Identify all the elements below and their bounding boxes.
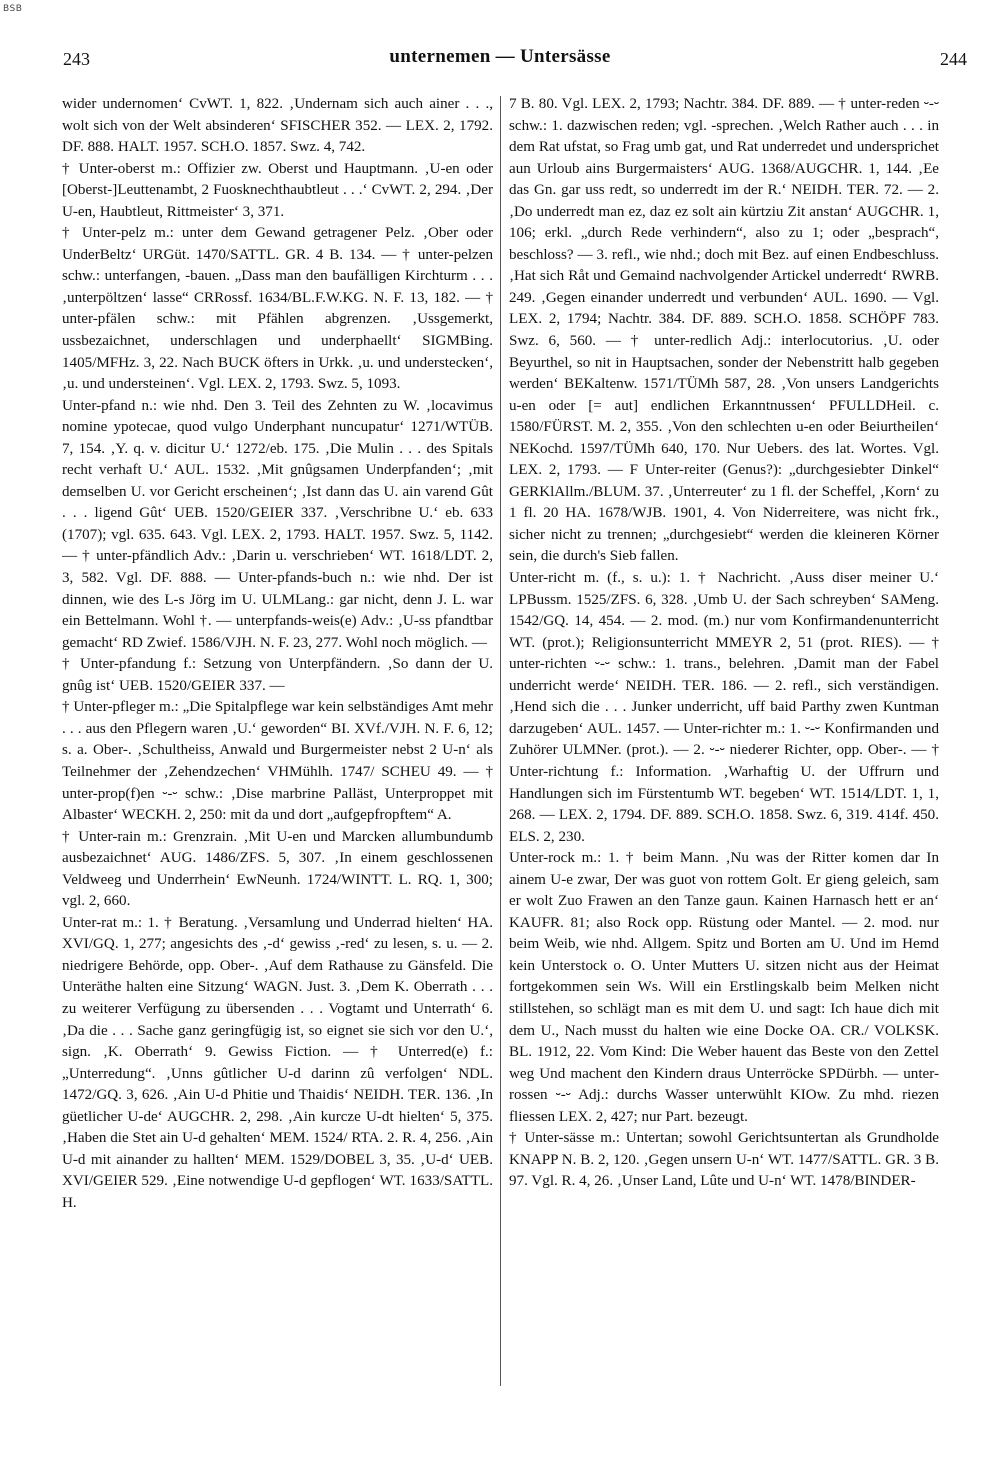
running-header: unternemen — Untersässe: [389, 46, 611, 67]
entry-paragraph: 7 B. 80. Vgl. LEX. 2, 1793; Nachtr. 384. DF. 889. — † unter-reden ⏑-⏑ schw.: 1. dazwischen reden; vgl. -sprechen. ‚Welch Rather auch . . . in dem Rat ufstat, so Frag umb gat, und Rat underredet und undersprichet aun Urloub ains Burgermaisters‘ AUG. 1368/AUGCHR. 1, 144. ‚Ee das Gn. gar uss redt, so underredt im der R.‘ NEIDH. TER. 72. — 2. ‚Do underredt man ez, daz ez solt ain kürtziu Zit anstan‘ AUGCHR. 1, 106; erkl. „durch Rede verhindern“, also zu 1; oder „besprach“, beschloss? — 3. refl., wie nhd.; doch mit Bez. auf einen Endbeschluss. ‚Hat sich Råt und Gemaind nachvolgender Artickel underredt‘ RWRB. 249. ‚Gegen einander underredt und verbunden‘ AUL. 1690. — Vgl. LEX. 2, 1794; Nachtr. 384. DF. 889. SCH.O. 1858. SCHÖPF 783. Swz. 6, 560. — † unter-redlich Adj.: interlocutorius. ‚U. oder Beyurthel, so nit in Hauptsachen, sonder der Nebenstritt halb gegeben werden‘ BEKaltenw. 1571/TÜMh 587, 28. ‚Von unsers Landgerichts u-en oder [= aut] endlichen Erkanntnussen‘ PFULLDHeil. c. 1580/FÜRST. M. 2, 355. ‚Von den schlechten u-en oder Beiurtheilen‘ NEKochd. 1597/TÜMh 640, 170. Nur Uebers. des lat. Wortes. Vgl. LEX. 2, 1793. — F Unter-reiter (Genus?): „durchgesiebter Dinkel“ GERKlAllm./BLUM. 37. ‚Unterreuter‘ zu 1 fl. der Scheffel, ‚Korn‘ zu 1 fl. 20 HA. 1678/WJB. 1901, 4. Von Niderreitere, was nicht frk., sicher nicht zu trennen; „durchgesiebt“ werden die kleineren Körner sein, die durch's Sieb fallen.: [509, 96, 939, 565]
entry-paragraph: † Unter-pelz m.: unter dem Gewand getragener Pelz. ‚Ober oder UnderBeltz‘ URGüt. 1470/SATTL. GR. 4 B. 134. — † unter-pelzen schw.: unterfangen, -bauen. „Dass man den baufälligen Kirchturm . . . ‚unterpöltzen‘ lasse“ CRRossf. 1634/BL.F.W.KG. N. F. 13, 182. — † unter-pfälen schw.: mit Pfählen abgrenzen. ‚Ussgemerkt, ussbezaichnet, underschlagen und underphaellt‘ SIGMBing. 1405/MFHz. 3, 22. Nach BUCK öfters in Urkk. ‚u. und understecken‘, ‚u. und understeinen‘. Vgl. LEX. 2, 1793. Swz. 5, 1093.: [62, 225, 493, 393]
entry-paragraph: † Unter-rain m.: Grenzrain. ‚Mit U-en und Marcken allumbundumb ausbezaichnet‘ AUG. 1486/ZFS. 5, 307. ‚In einem geschlossenen Veldweeg und Underrhein‘ EwNeunh. 1724/WINTT. L. RQ. 1, 300; vgl. 2, 660.: [62, 828, 493, 910]
left-column: [62, 94, 493, 1444]
entry-paragraph: Unter-rat m.: 1. † Beratung. ‚Versamlung und Underrad hielten‘ HA. XVI/GQ. 1, 277; angesichts des ‚-d‘ gewiss ‚-red‘ zu lesen, s. u. — 2. niedrigere Behörde, opp. Ober-. ‚Auf dem Rathause zu Gänsfeld. Die Unteräthe halten eine Sitzung‘ WAGN. Just. 3. ‚Dem K. Oberrath . . . zu weiterer Verfügung zu übersenden . . . Vogtamt und Unterrath‘ 6. ‚Da die . . . Sache ganz geringfügig ist, so eignet sie sich vor den U.‘, sign. ‚K. Oberrath‘ 9. Gewiss Fiction. — † Unterred(e) f.: „Unterredung“. ‚Unns gûtlicher U-d darinn zû verfolgen‘ NDL. 1472/GQ. 3, 626. ‚Ain U-d Phitie und Thaidis‘ NEIDH. TER. 136. ‚In güetlicher U-de‘ AUGCHR. 2, 298. ‚Ain kurcze U-dt hielten‘ 5, 375. ‚Haben die Stet ain U-d gehalten‘ MEM. 1524/ RTA. 2. R. 4, 256. ‚Ain U-d mit ainander zu hallten‘ MEM. 1529/DOBEL 3, 35. ‚U-d‘ UEB. XVI/GEIER 529. ‚Eine notwendige U-d gepflogen‘ WT. 1633/SATTL. H.: [62, 914, 493, 1211]
entry-paragraph: † Unter-oberst m.: Offizier zw. Oberst und Hauptmann. ‚U-en oder [Oberst-]Leuttenambt, 2 Fuosknechthaubtleut . . .‘ CvWT. 2, 294. ‚Der U-en, Haubtleut, Rittmeister‘ 3, 371.: [62, 160, 493, 220]
entry-paragraph: Unter-pfand n.: wie nhd. Den 3. Teil des Zehnten zu W. ‚locavimus nomine ypotecae, quod vulgo Underphant nuncupatur‘ 1271/WTÜB. 7, 154. ‚Y. q. v. dicitur U.‘ 1272/eb. 175. ‚Die Mulin . . . des Spitals recht verhaft U.‘ AUL. 1532. ‚Mit gnûgsamen Underpfanden‘; ‚mit demselben U. vor Gericht erscheinen‘; ‚Ist dann das U. ain varend Gût . . . ligend Gût‘ UEB. 1520/GEIER 337. ‚Verschribne U.‘ eb. 633 (1707); vgl. 635. 643. Vgl. LEX. 2, 1793. HALT. 1957. Swz. 5, 1142. — † unter-pfändlich Adv.: ‚Darin u. verschrieben‘ WT. 1618/LDT. 2, 3, 582. Vgl. DF. 888. — Unter-pfands-buch n.: wie nhd. Der ist dinnen, wie des L-s Jörg im U. ULMLang.: gar nicht, denn J. L. war ein Bettelmann. Wohl †. — unterpfands-weis(e) Adv.: ‚U-ss pfandtbar gemacht‘ RD Zwief. 1586/VJH. N. F. 23, 277. Wohl noch möglich. —: [62, 397, 493, 651]
entry-paragraph: Unter-richt m. (f., s. u.): 1. † Nachricht. ‚Auss diser meiner U.‘ LPBussm. 1525/ZFS. 6, 328. ‚Umb U. der Sach schreyben‘ SAMeng. 1542/GQ. 14, 454. — 2. mod. (m.) nur vom Konfirmandenunterricht WT. (prot.); Religionsunterricht MMEYR 2, 51 (prot. RIES). — † unter-richten ⏑-⏑ schw.: 1. trans., belehren. ‚Damit man der Fabel underricht werde‘ NEIDH. TER. 186. — 2. refl., sich verständigen. ‚Hend sich die . . . Junker underricht, uff baid Parthy zwen Kuntman darzugeben‘ AUL. 1457. — Unter-richter m.: 1. ⏑-⏑ Konfirmanden und Zuhörer ULMNer. (prot.). — 2. ⏑-⏑ niederer Richter, opp. Ober-. — † Unter-richtung f.: Information. ‚Warhaftig U. der Uffrurn und Handlungen sich im Fürstentumb WT. begeben‘ WT. 1514/LDT. 1, 1, 268. — LEX. 2, 1794. DF. 889. SCH.O. 1858. Swz. 6, 319. 414f. 450. ELS. 2, 230.: [509, 570, 939, 845]
entry-paragraph: † Unter-sässe m.: Untertan; sowohl Gerichtsuntertan als Grundholde KNAPP N. B. 2, 120. ‚Gegen unsern U-n‘ WT. 1477/SATTL. GR. 3 B. 97. Vgl. R. 4, 26. ‚Unser Land, Lûte und U-n‘ WT. 1478/BINDER-: [509, 1130, 939, 1190]
page-number-right: 244: [940, 49, 967, 69]
column-divider: [500, 96, 501, 1386]
entry-paragraph: wider undernomen‘ CvWT. 1, 822. ‚Undernam sich auch ainer . . ., wolt sich von der Welt absinderen‘ SFISCHER 352. — LEX. 2, 1792. DF. 888. HALT. 1957. SCH.O. 1857. Swz. 4, 742.: [62, 96, 493, 156]
entry-paragraph: † Unter-pfleger m.: „Die Spitalpflege war kein selbständiges Amt mehr . . . aus den Pflegern waren ‚U.‘ geworden“ BI. XVf./VJH. N. F. 6, 12; s. a. Ober-. ‚Schultheiss, Anwald und Burgermeister nebst 2 U-n‘ als Teilnehmer der ‚Zehendzechen‘ VHMühlh. 1747/ SCHEU 49. — † unter-prop(f)en ⏑-⏑ schw.: ‚Dise marbrine Palläst, Unterproppet mit Albaster‘ WECKH. 2, 250: mit da und dort „aufgepfropftem“ A.: [62, 699, 493, 824]
library-stamp: BSB: [3, 4, 23, 14]
entry-paragraph: Unter-rock m.: 1. † beim Mann. ‚Nu was der Ritter komen dar In ainem U-e zwar, Der was guot von rottem Golt. Er gieng geleich, sam er wolt Zuo Frawen an den Tanze gaun. Kainen Harnasch hett er an‘ KAUFR. 81; also Rock opp. Rüstung oder Mantel. — 2. mod. nur beim Weib, wie nhd. Allgem. Spitz und Borten am U. Und im Hemd kein Unterstock o. O. Unter Mutters U. sitzen nicht aus der Heimat fortgekommen sein Ws. Will ein Erstlingskalb beim Melken nicht stillstehen, so schlägt man es mit dem U. und sagt: Ich haue dich mit dem U., Nach musst du halten wie eine Docke OA. CR./ VOLKSK. BL. 1912, 22. Vom Kind: Die Weber hauent das Beste von den Zettel weg Und machent den Kindern draus Unterröcke SPDürbh. — unter-rossen ⏑-⏑ Adj.: durchs Wasser unterwühlt KIOw. Zu mhd. riezen fliessen LEX. 2, 427; nur Part. bezeugt.: [509, 850, 939, 1125]
right-column: [509, 94, 939, 1444]
entry-paragraph: † Unter-pfandung f.: Setzung von Unterpfändern. ‚So dann der U. gnûg ist‘ UEB. 1520/GEIER 337. —: [62, 656, 493, 694]
page-number-left: 243: [63, 49, 90, 69]
